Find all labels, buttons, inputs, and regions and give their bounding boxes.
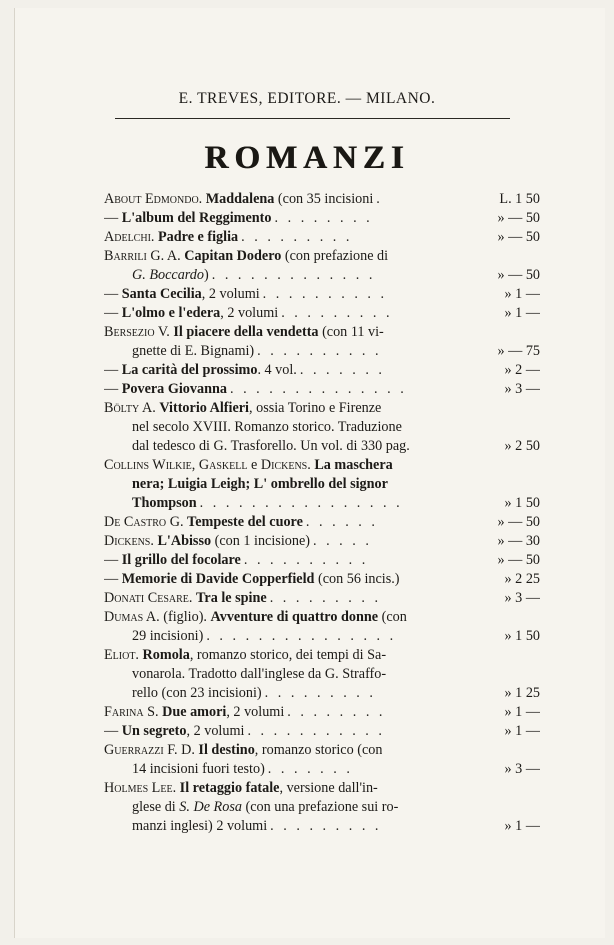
entry-fragment: Memorie di Davide Copperfield <box>121 571 315 587</box>
entry-text <box>104 228 238 247</box>
entry-text <box>104 646 386 665</box>
catalog-line <box>104 209 540 228</box>
entry-fragment: La carità del prossimo <box>121 362 258 378</box>
entry-fragment: Collins Wilkie, Gaskell <box>104 457 248 473</box>
entry-fragment: (con 1 incisione) <box>211 533 310 549</box>
entry-fragment: (con 56 incis.) <box>314 571 400 587</box>
entry-fragment: Holmes Lee. <box>104 780 177 796</box>
entry-price: » — 50 <box>497 267 540 283</box>
leader-dots: . . . . . . . . . . <box>257 343 382 359</box>
entry-fragment: Avventure di quattro donne <box>210 609 379 625</box>
entry-price: » 1 50 <box>504 628 540 644</box>
catalog-line <box>104 570 540 589</box>
entry-fragment: (figlio). <box>159 609 211 625</box>
catalog-line <box>104 798 540 817</box>
page-title: ROMANZI <box>204 140 410 176</box>
entry-fragment: (con una prefazione sui ro- <box>241 799 399 815</box>
entry-price: » — 50 <box>497 229 540 245</box>
entry-text <box>132 817 267 836</box>
leader-dots: . . . . . . . . . . . . . . <box>229 381 407 397</box>
catalog-line <box>104 437 540 456</box>
catalog-line <box>104 684 540 703</box>
catalog-line <box>104 190 540 209</box>
entry-fragment: Il piacere della vendetta <box>173 324 319 340</box>
leader-dots: . . . . . . . . . . . . . . . <box>206 628 397 644</box>
catalog-line <box>104 380 540 399</box>
entry-fragment: 14 incisioni fuori testo) <box>132 761 265 777</box>
entry-fragment: (con 35 incisioni <box>274 191 374 207</box>
entry-text <box>104 247 388 266</box>
entry-fragment: L'olmo e l'edera <box>121 305 221 321</box>
catalog-line <box>104 760 540 779</box>
entry-text <box>104 361 297 380</box>
entry-fragment: Povera Giovanna <box>121 381 227 397</box>
entry-fragment: Maddalena <box>205 191 275 207</box>
entry-fragment: G. Boccardo <box>132 267 204 283</box>
leader-dots: . . . . . . . . . . <box>243 552 369 568</box>
entry-fragment: La maschera <box>314 457 393 473</box>
leader-dots: . . . . . . . . . . . <box>247 723 385 739</box>
entry-fragment: , ossia Torino e Firenze <box>249 400 382 416</box>
entry-price: » 2 50 <box>504 438 540 454</box>
entry-text <box>132 684 262 703</box>
entry-fragment: S. De Rosa <box>179 799 242 815</box>
catalog-line <box>104 285 540 304</box>
entry-fragment: e <box>247 457 261 473</box>
entry-fragment: Dumas A. <box>104 609 160 625</box>
catalog-list <box>104 190 540 836</box>
publisher-header: E. TREVES, EDITORE. — MILANO. <box>178 90 436 107</box>
entry-fragment: Santa Cecilia <box>121 286 202 302</box>
entry-fragment: , 2 volumi <box>186 723 245 739</box>
entry-fragment: rello (con 23 incisioni) <box>132 685 262 701</box>
catalog-line <box>104 418 540 437</box>
entry-price: » — 30 <box>497 533 540 549</box>
entry-text <box>132 627 203 646</box>
entry-text <box>104 323 384 342</box>
entry-fragment: vonarola. Tradotto dall'inglese da G. Straffo- <box>132 666 387 682</box>
header-rule <box>115 118 510 119</box>
catalog-line <box>104 361 540 380</box>
entry-fragment: nel secolo XVIII. Romanzo storico. Traduzione <box>132 419 402 435</box>
entry-fragment: Donati Cesare. <box>104 590 193 606</box>
entry-text <box>132 266 209 285</box>
entry-fragment: — <box>104 286 122 302</box>
entry-text <box>132 665 386 684</box>
entry-fragment: — <box>104 210 122 226</box>
entry-text <box>104 513 303 532</box>
entry-price: » 1 50 <box>504 495 540 511</box>
entry-fragment: Tra le spine <box>196 590 267 606</box>
catalog-line <box>104 608 540 627</box>
entry-fragment: Guerrazzi F. D. <box>104 742 195 758</box>
leader-dots: . . . . . . . . . <box>264 685 376 701</box>
entry-text <box>104 570 400 589</box>
entry-text <box>132 475 388 494</box>
entry-text <box>132 418 402 437</box>
entry-fragment: , 2 volumi <box>220 305 279 321</box>
catalog-line <box>104 551 540 570</box>
entry-price: » 2 25 <box>504 571 540 587</box>
entry-text <box>132 494 197 513</box>
entry-price: » 1 — <box>504 818 540 834</box>
entry-text <box>104 589 267 608</box>
entry-fragment: Romola <box>142 647 190 663</box>
entry-fragment: — <box>104 552 122 568</box>
entry-text <box>104 285 260 304</box>
entry-fragment: Due amori <box>162 704 227 720</box>
entry-price: » — 50 <box>497 514 540 530</box>
entry-price: » — 50 <box>497 552 540 568</box>
catalog-line <box>104 399 540 418</box>
entry-fragment: Il retaggio fatale <box>179 780 280 796</box>
entry-price: » 1 — <box>504 305 540 321</box>
entry-text <box>104 722 244 741</box>
leader-dots: . . . . . . . <box>267 761 353 777</box>
entry-fragment: Barrili G. A. <box>104 248 181 264</box>
entry-fragment: (con 11 vi- <box>318 324 384 340</box>
entry-text <box>132 342 254 361</box>
entry-fragment: — <box>104 723 122 739</box>
entry-fragment: 29 incisioni) <box>132 628 204 644</box>
catalog-line <box>104 817 540 836</box>
entry-fragment: ) <box>203 267 209 283</box>
entry-text <box>104 399 381 418</box>
catalog-line <box>104 475 540 494</box>
entry-fragment: , versione dall'in- <box>279 780 378 796</box>
entry-fragment: Thompson <box>132 495 197 511</box>
entry-text <box>104 304 278 323</box>
entry-fragment: manzi inglesi) 2 volumi <box>132 818 268 834</box>
catalog-line <box>104 247 540 266</box>
entry-fragment: (con <box>378 609 407 625</box>
entry-fragment: Capitan Dodero <box>184 248 282 264</box>
entry-fragment: , 2 volumi <box>226 704 285 720</box>
leader-dots: . . . . . . . . <box>274 210 373 226</box>
entry-fragment: (con prefazione di <box>281 248 389 264</box>
entry-fragment: Vittorio Alfieri <box>159 400 250 416</box>
leader-dots: . . . . . . <box>305 514 378 530</box>
leader-dots: . <box>376 191 383 207</box>
catalog-line <box>104 228 540 247</box>
catalog-line <box>104 323 540 342</box>
catalog-line <box>104 304 540 323</box>
entry-price: » — 50 <box>497 210 540 226</box>
leader-dots: . . . . . <box>312 533 372 549</box>
entry-text <box>104 551 241 570</box>
catalog-line <box>104 646 540 665</box>
entry-fragment: De Castro G. <box>104 514 184 530</box>
leader-dots: . . . . . . . . . <box>241 229 353 245</box>
entry-price: » 1 — <box>504 723 540 739</box>
entry-fragment: Un segreto <box>121 723 187 739</box>
entry-fragment: nera; Luigia Leigh; L' ombrello del signor <box>132 476 388 492</box>
entry-fragment: Il destino <box>198 742 255 758</box>
entry-fragment: — <box>104 362 122 378</box>
entry-fragment: Dickens. <box>104 533 154 549</box>
entry-price: » 1 — <box>504 704 540 720</box>
entry-fragment: Padre e figlia <box>158 229 239 245</box>
entry-text <box>104 456 393 475</box>
entry-price: L. 1 50 <box>499 191 540 207</box>
leader-dots: . . . . . . . . . <box>270 818 382 834</box>
leader-dots: . . . . . . . . <box>287 704 386 720</box>
catalog-line <box>104 266 540 285</box>
catalog-line <box>104 494 540 513</box>
entry-text <box>132 437 410 456</box>
entry-text <box>104 779 378 798</box>
entry-text <box>104 190 373 209</box>
entry-text <box>104 209 272 228</box>
entry-fragment: Dickens. <box>260 457 311 473</box>
entry-price: » 1 — <box>504 286 540 302</box>
entry-text <box>132 798 398 817</box>
entry-fragment: , 2 volumi <box>201 286 260 302</box>
entry-fragment: Il grillo del focolare <box>121 552 241 568</box>
entry-price: » 3 — <box>504 381 540 397</box>
catalog-line <box>104 627 540 646</box>
entry-text <box>132 760 265 779</box>
entry-fragment: About Edmondo. <box>104 191 203 207</box>
catalog-line <box>104 342 540 361</box>
leader-dots: . . . . . . . . . . . . . <box>211 267 376 283</box>
catalog-line <box>104 456 540 475</box>
leader-dots: . . . . . . . . . <box>269 590 381 606</box>
catalog-line <box>104 703 540 722</box>
entry-price: » 2 — <box>504 362 540 378</box>
entry-fragment: dal tedesco di G. Trasforello. Un vol. di 330 pag. <box>132 438 410 454</box>
entry-fragment: . 4 vol. <box>257 362 297 378</box>
leader-dots: . . . . . . . . . <box>281 305 393 321</box>
entry-fragment: , romanzo storico, dei tempi di Sa- <box>189 647 387 663</box>
entry-text <box>104 741 382 760</box>
entry-price: » 3 — <box>504 761 540 777</box>
entry-fragment: Adelchi. <box>104 229 155 245</box>
entry-fragment: L'album del Reggimento <box>121 210 272 226</box>
entry-fragment: Tempeste del cuore <box>187 514 303 530</box>
entry-price: » — 75 <box>497 343 540 359</box>
entry-text <box>104 608 407 627</box>
leader-dots: . . . . . . . . . . <box>262 286 388 302</box>
catalog-line <box>104 741 540 760</box>
entry-fragment: — <box>104 381 122 397</box>
entry-fragment: Bölty A. <box>104 400 156 416</box>
entry-fragment: — <box>104 571 122 587</box>
entry-fragment: Farina S. <box>104 704 159 720</box>
catalog-line <box>104 532 540 551</box>
entry-fragment: — <box>104 305 122 321</box>
entry-text <box>104 380 227 399</box>
leader-dots: . . . . . . . <box>299 362 385 378</box>
catalog-line <box>104 513 540 532</box>
entry-fragment: Bersezio V. <box>104 324 170 340</box>
entry-fragment: L'Abisso <box>157 533 212 549</box>
entry-price: » 1 25 <box>504 685 540 701</box>
catalog-line <box>104 589 540 608</box>
entry-text <box>104 532 310 551</box>
catalog-line <box>104 722 540 741</box>
entry-price: » 3 — <box>504 590 540 606</box>
entry-text <box>104 703 284 722</box>
entry-fragment: gnette di E. Bignami) <box>132 343 255 359</box>
entry-fragment: , romanzo storico (con <box>254 742 383 758</box>
entry-fragment: Eliot. <box>104 647 139 663</box>
catalog-line <box>104 665 540 684</box>
catalog-line <box>104 779 540 798</box>
leader-dots: . . . . . . . . . . . . . . . . <box>199 495 403 511</box>
entry-fragment: glese di <box>132 799 180 815</box>
